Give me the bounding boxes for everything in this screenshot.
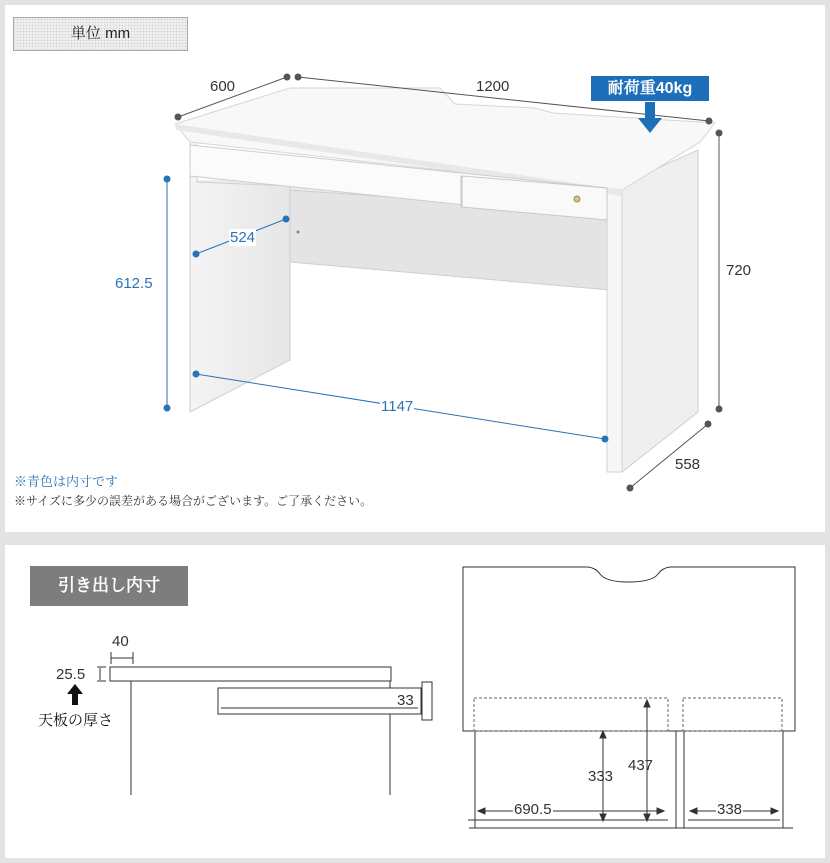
inner-depth-label: 524	[230, 229, 256, 246]
drawer-lock-icon	[574, 196, 580, 202]
depth-side-label: 558	[675, 456, 701, 473]
inner-width-label: 1147	[381, 398, 414, 415]
left-drawer-depth-label: 333	[588, 768, 614, 785]
desk-screw-icon	[297, 231, 300, 234]
inner-height-label: 612.5	[115, 275, 153, 292]
desk-right-leg-front	[607, 190, 622, 472]
depth-top-label: 600	[210, 78, 236, 95]
top-thickness-label: 25.5	[56, 666, 86, 683]
size-tolerance-note: ※サイズに多少の誤差がある場合がございます。ご了承ください。	[14, 494, 373, 508]
drawer-height-label: 33	[397, 692, 414, 709]
left-drawer-width-label: 690.5	[514, 801, 552, 818]
top-thickness-caption: 天板の厚さ	[38, 712, 114, 729]
inner-dimension-note: ※青色は内寸です	[14, 474, 119, 489]
offset-label: 40	[112, 633, 129, 650]
total-depth-label: 437	[628, 757, 654, 774]
top-thickness-diagram	[97, 652, 432, 795]
width-top-label: 1200	[476, 78, 510, 95]
right-drawer-width-label: 338	[717, 801, 743, 818]
unit-badge: 単位 mm	[13, 17, 188, 51]
load-capacity-badge: 耐荷重40kg	[591, 76, 709, 101]
height-total-label: 720	[726, 262, 752, 279]
drawer-section-title: 引き出し内寸	[30, 566, 188, 606]
up-arrow-icon	[67, 684, 83, 705]
